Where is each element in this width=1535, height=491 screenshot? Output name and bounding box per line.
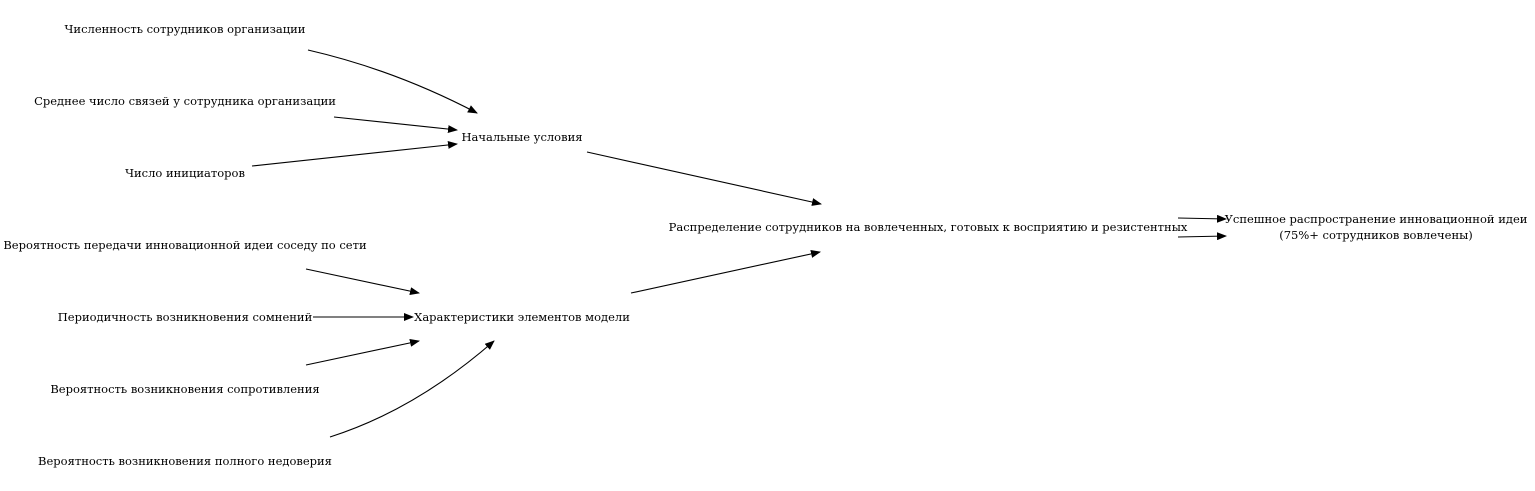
node-resist-label: Вероятность возникновения сопротивления xyxy=(50,382,320,396)
node-distrust xyxy=(38,453,332,469)
node-avg-links xyxy=(34,93,336,109)
node-prob-pass xyxy=(3,237,366,253)
edge-model-to-distribution xyxy=(631,252,820,293)
node-initial-conditions xyxy=(461,129,582,145)
node-success-label-line2: (75%+ сотрудников вовлечены) xyxy=(1279,228,1473,242)
node-resist xyxy=(50,381,319,397)
node-model-characteristics-label: Характеристики элементов модели xyxy=(414,310,630,324)
node-prob-pass-label: Вероятность передачи инновационной идеи соседу по сети xyxy=(3,238,367,252)
node-initiators xyxy=(125,165,245,181)
node-avg-links-label: Среднее число связей у сотрудника организации xyxy=(34,94,336,108)
node-employees-label: Численность сотрудников организации xyxy=(64,22,306,36)
edge-distrust-to-model xyxy=(330,341,494,437)
node-initiators-label: Число инициаторов xyxy=(125,166,245,180)
edge-initiators-to-initial xyxy=(252,144,457,166)
node-success xyxy=(1225,211,1528,243)
node-initial-conditions-label: Начальные условия xyxy=(461,130,583,144)
node-distribution xyxy=(669,219,1188,235)
node-doubt xyxy=(58,309,313,325)
edge-initial-to-distribution xyxy=(587,152,821,204)
edge-avg-links-to-initial xyxy=(334,117,457,130)
node-model-characteristics xyxy=(414,309,630,325)
node-doubt-label: Периодичность возникновения сомнений xyxy=(57,310,313,324)
edge-distribution-to-success-lower xyxy=(1178,236,1226,237)
edge-resist-to-model xyxy=(306,341,419,365)
node-success-label-line1: Успешное распространение инновационной идеи xyxy=(1224,212,1528,226)
node-distribution-label: Распределение сотрудников на вовлеченных, готовых к восприятию и резистентных xyxy=(668,220,1188,234)
edge-prob-pass-to-model xyxy=(306,269,419,293)
node-employees xyxy=(65,21,306,37)
node-distrust-label: Вероятность возникновения полного недоверия xyxy=(38,454,332,468)
